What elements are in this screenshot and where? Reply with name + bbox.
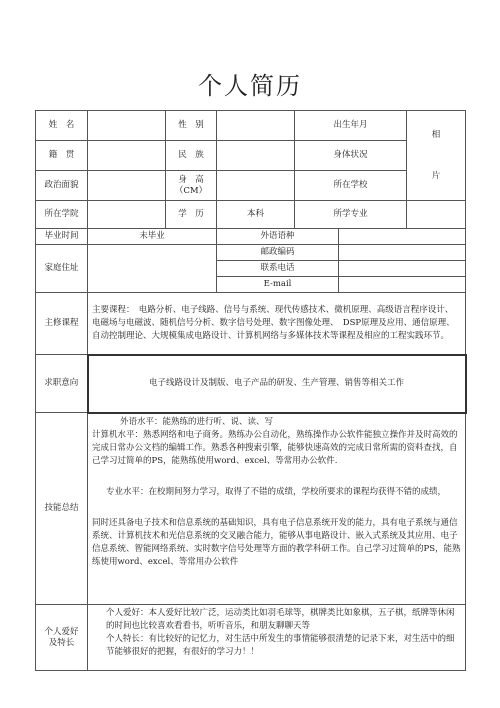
label-hobby-line2: 及特长 xyxy=(48,637,75,648)
label-birth: 出生年月 xyxy=(295,111,407,141)
label-native: 籍 贯 xyxy=(36,141,88,171)
label-phone: 联系电话 xyxy=(217,261,339,277)
label-ethnicity: 民 族 xyxy=(166,141,217,171)
value-native xyxy=(88,141,166,171)
skills-computer: 计算机水平：熟悉网络和电子商务。熟练办公自动化，熟练操作办公软件能独立操作并及时高效的完成日常办公文档的编辑工作。熟悉各种搜索引擎，能够快速高效的完成日常所需的资料查找，自己学习过简单的PS，能熟练使用word、excel、等常用办公软件. xyxy=(92,429,458,466)
label-gender: 性 别 xyxy=(166,111,217,141)
hobby-block xyxy=(88,605,466,671)
value-college xyxy=(88,201,166,229)
skills-professional: 专业水平：在校期间努力学习，取得了不错的成绩，学校所要求的课程均获得不错的成绩， xyxy=(106,486,447,497)
label-political: 政治面貌 xyxy=(36,171,88,201)
label-courses: 主修课程 xyxy=(36,293,88,355)
value-ethnicity xyxy=(217,141,295,171)
value-gender xyxy=(217,111,295,141)
value-email xyxy=(339,277,466,293)
value-grad-time: 未毕业 xyxy=(88,229,217,245)
photo-label-top: 相 xyxy=(431,129,441,140)
value-name xyxy=(88,111,166,141)
label-education: 学 历 xyxy=(166,201,217,229)
label-address: 家庭住址 xyxy=(36,245,88,293)
value-height xyxy=(217,171,295,201)
label-hobby-line1: 个人爱好 xyxy=(44,626,79,637)
job-text: 电子线路设计及制版、电子产品的研发、生产管理、销售等相关工作 xyxy=(88,355,466,413)
hobby-text: 个人爱好：本人爱好比较广泛，运动类比如羽毛球等，棋牌类比如象棋，五子棋，纸牌等休闲的时间也比较喜欢看看书，听听音乐，和朋友聊聊天等 xyxy=(106,608,455,631)
label-email: E-mail xyxy=(217,277,339,293)
label-language: 外语语种 xyxy=(217,229,339,245)
label-postal: 邮政编码 xyxy=(217,245,339,261)
resume-table xyxy=(35,110,467,671)
label-hobby xyxy=(36,605,88,671)
label-height: 身 高（CM） xyxy=(166,171,217,201)
skills-block xyxy=(88,413,466,605)
label-school: 所在学校 xyxy=(295,171,407,201)
specialty-text: 个人特长：有比较好的记忆力，对生活中所发生的事情能够很清楚的记录下来，对生活中的细节能够很好的把握，有很好的学习力！！ xyxy=(106,634,455,657)
page-title: 个人简历 xyxy=(198,72,302,100)
value-major xyxy=(407,201,466,229)
value-language xyxy=(339,229,466,245)
value-phone xyxy=(339,261,466,277)
label-grad-time: 毕业时间 xyxy=(36,229,88,245)
value-postal xyxy=(339,245,466,261)
label-college: 所在学院 xyxy=(36,201,88,229)
skills-extra: 同时还具备电子技术和信息系统的基础知识，具有电子信息系统开发的能力，具有电子系统与通信系统、计算机技术和光信息系统的交叉融合能力，能够从事电路设计、嵌入式系统及其应用、电子信息系统、智能网络系统、实时数字信号处理等方面的教学科研工作。自己学习过简单的PS，能熟练使用word、excel、等常用办公软件 xyxy=(92,517,461,567)
skills-foreign: 外语水平：能熟练的进行听、说、读、写 xyxy=(120,416,274,427)
photo-box xyxy=(407,111,466,201)
label-name: 姓 名 xyxy=(36,111,88,141)
value-education: 本科 xyxy=(217,201,295,229)
label-health: 身体状况 xyxy=(295,141,407,171)
value-address xyxy=(88,245,217,293)
value-political xyxy=(88,171,166,201)
label-job: 求职意向 xyxy=(36,355,88,413)
label-major: 所学专业 xyxy=(295,201,407,229)
label-skills: 技能总结 xyxy=(36,413,88,605)
photo-label-bottom: 片 xyxy=(431,170,441,181)
courses-text: 主要课程： 电路分析、电子线路、信号与系统、现代传感技术、微机原理、高级语言程序设计、电磁场与电磁波、随机信号分析、数字信号处理、数字图像处理、 DSP原理及应用、通信原理、自动控制理论、大规模集成电路设计、计算机网络与多媒体技术等课程及相应的工程实践环节。 xyxy=(88,293,466,355)
